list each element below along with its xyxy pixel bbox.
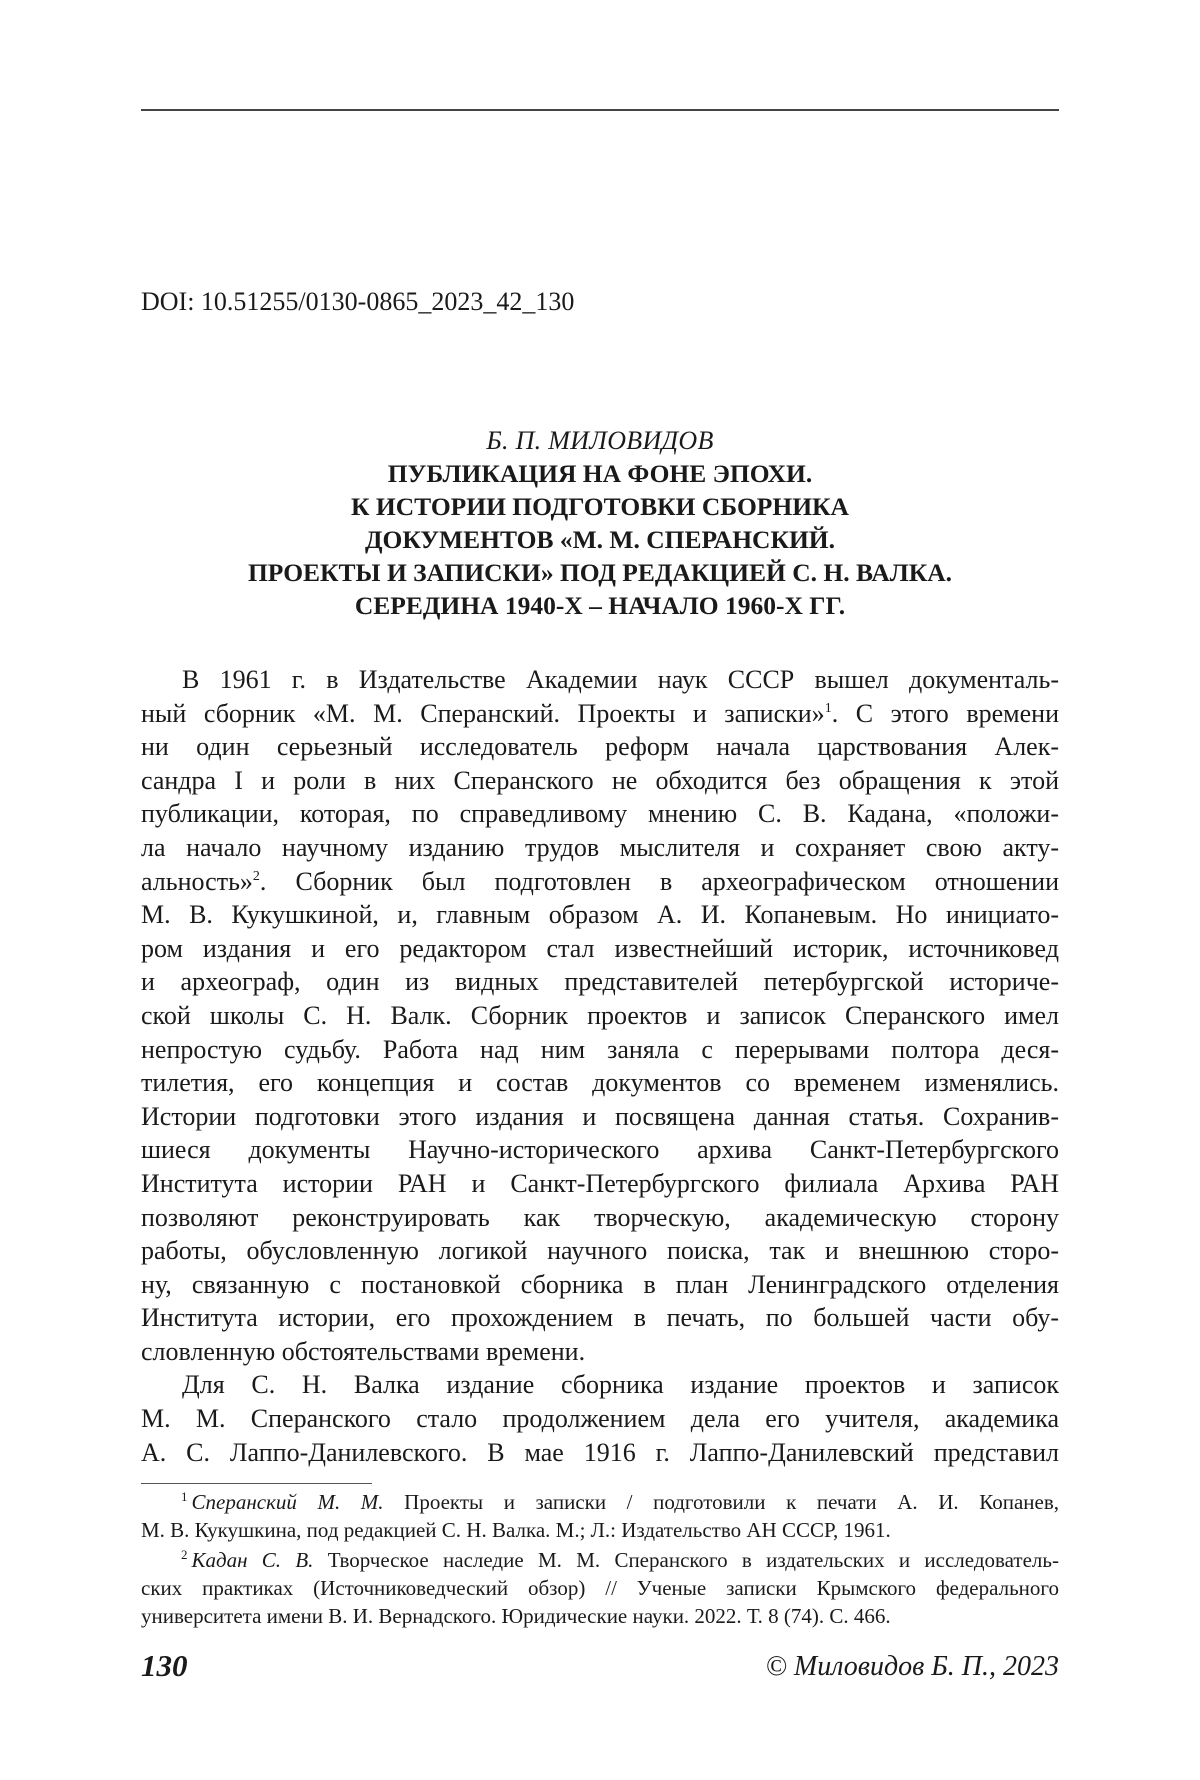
copyright-notice: © Миловидов Б. П., 2023 xyxy=(766,1649,1059,1685)
body-line: непростую судьбу. Работа над ним заняла с перерывами полтора деся- xyxy=(141,1033,1059,1067)
footnote-2-number: 2 xyxy=(181,1547,188,1562)
body-line: публикации, которая, по справедливому мнению С. В. Кадана, «положи- xyxy=(141,797,1059,831)
title-line: К ИСТОРИИ ПОДГОТОВКИ СБОРНИКА xyxy=(141,490,1059,523)
title-line: ПУБЛИКАЦИЯ НА ФОНЕ ЭПОХИ. xyxy=(141,457,1059,490)
body-line: позволяют реконструировать как творческую, академическую сторону xyxy=(141,1201,1059,1235)
body-line: работы, обусловленную логикой научного поиска, так и внешнюю сторо- xyxy=(141,1234,1059,1268)
footnote-2-cont: ских практиках (Источниковедческий обзор) // Ученые записки Крымского федерального xyxy=(141,1574,1059,1602)
body-line: А. С. Лаппо-Данилевского. В мае 1916 г. Лаппо-Данилевский представил xyxy=(141,1436,1059,1470)
body-line: ну, связанную с постановкой сборника в план Ленинградского отделения xyxy=(141,1268,1059,1302)
body-line: сандра I и роли в них Сперанского не обходится без обращения к этой xyxy=(141,764,1059,798)
footnote-2-cont: университета имени В. И. Вернадского. Юридические науки. 2022. Т. 8 (74). С. 466. xyxy=(141,1602,1059,1630)
title-line: СЕРЕДИНА 1940-Х – НАЧАЛО 1960-Х ГГ. xyxy=(141,589,1059,622)
body-line: М. М. Сперанского стало продолжением дела его учителя, академика xyxy=(141,1402,1059,1436)
body-line: Для С. Н. Валка издание сборника издание проектов и записок xyxy=(141,1368,1059,1402)
body-line: и археограф, один из видных представителей петербургской историче- xyxy=(141,965,1059,999)
footnote-1: 1 Сперанский М. М. Проекты и записки / подготовили к печати А. И. Копанев, xyxy=(141,1488,1059,1516)
body-line: ла начало научному изданию трудов мыслителя и сохраняет свою акту- xyxy=(141,831,1059,865)
footnote-1-author: Сперанский М. М. xyxy=(192,1490,384,1514)
body-line: ни один серьезный исследователь реформ начала царствования Алек- xyxy=(141,730,1059,764)
article-heading xyxy=(141,424,1059,622)
author-name: Б. П. МИЛОВИДОВ xyxy=(141,424,1059,457)
footnote-ref-2[interactable]: 2 xyxy=(253,869,260,884)
footnote-1-number: 1 xyxy=(181,1489,188,1504)
body-line: В 1961 г. в Издательстве Академии наук СССР вышел документаль- xyxy=(141,663,1059,697)
footnote-ref-1[interactable]: 1 xyxy=(825,701,832,716)
footnote-2-author: Кадан С. В. xyxy=(192,1548,314,1572)
title-line: ДОКУМЕНТОВ «М. М. СПЕРАНСКИЙ. xyxy=(141,523,1059,556)
body-line: М. В. Кукушкиной, и, главным образом А. И. Копаневым. Но инициато- xyxy=(141,898,1059,932)
body-line: альность»2. Сборник был подготовлен в археографическом отношении xyxy=(141,865,1059,899)
body-line: шиеся документы Научно-исторического архива Санкт-Петербургского xyxy=(141,1133,1059,1167)
page-number: 130 xyxy=(141,1648,188,1684)
footnote-separator xyxy=(141,1483,372,1484)
header-rule xyxy=(141,109,1059,111)
doi-identifier[interactable]: DOI: 10.51255/0130-0865_2023_42_130 xyxy=(141,286,574,318)
body-line: Института истории РАН и Санкт-Петербургского филиала Архива РАН xyxy=(141,1167,1059,1201)
article-body xyxy=(141,663,1059,1469)
body-line: ром издания и его редактором стал известнейший историк, источниковед xyxy=(141,932,1059,966)
body-line: тилетия, его концепция и состав документов со временем изменялись. xyxy=(141,1066,1059,1100)
footnote-2: 2 Кадан С. В. Творческое наследие М. М. Сперанского в издательских и исследователь- xyxy=(141,1546,1059,1574)
body-line: Истории подготовки этого издания и посвящена данная статья. Сохранив- xyxy=(141,1100,1059,1134)
footnote-1-cont: М. В. Кукушкина, под редакцией С. Н. Валка. М.; Л.: Издательство АН СССР, 1961. xyxy=(141,1516,1059,1544)
body-line: ской школы С. Н. Валк. Сборник проектов и записок Сперанского имел xyxy=(141,999,1059,1033)
body-line: ный сборник «М. М. Сперанский. Проекты и записки»1. С этого времени xyxy=(141,697,1059,731)
footnotes xyxy=(141,1488,1059,1630)
title-line: ПРОЕКТЫ И ЗАПИСКИ» ПОД РЕДАКЦИЕЙ С. Н. ВАЛКА. xyxy=(141,556,1059,589)
body-line: словленную обстоятельствами времени. xyxy=(141,1335,1059,1369)
body-line: Института истории, его прохождением в печать, по большей части обу- xyxy=(141,1301,1059,1335)
